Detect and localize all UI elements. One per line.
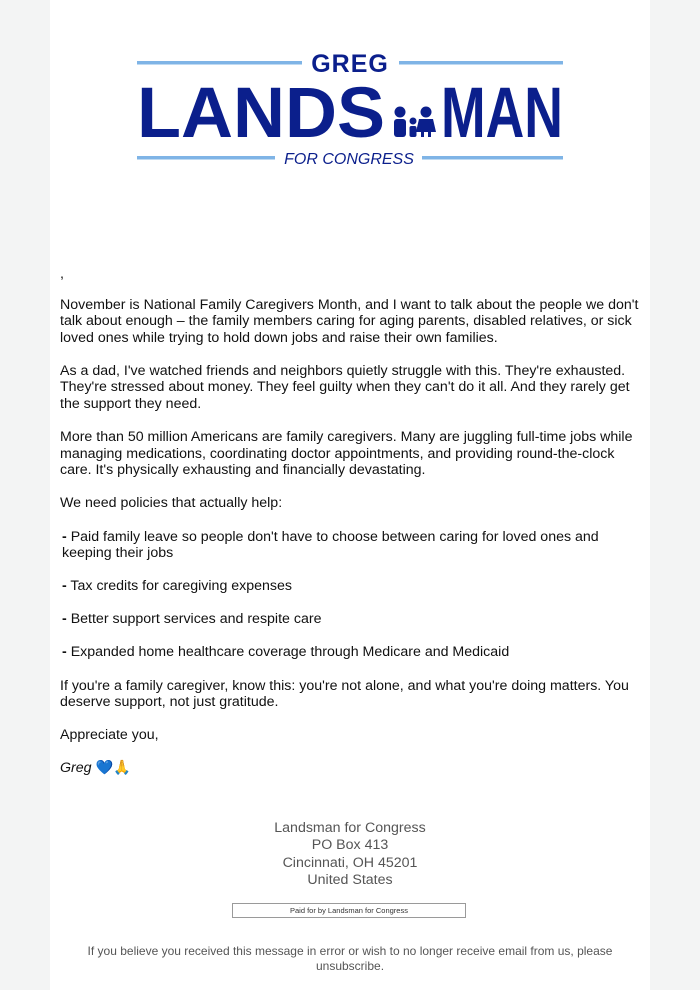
paragraph-policies: We need policies that actually help: <box>60 495 283 512</box>
logo-top-line-left <box>137 61 302 65</box>
footer-po-box: PO Box 413 <box>311 837 389 854</box>
bullet-marker: - <box>62 644 67 661</box>
list-item <box>60 611 640 628</box>
bullet-text: Tax credits for caregiving expenses <box>70 578 293 595</box>
signature-name: Greg <box>60 760 92 777</box>
praying-hands-icon: 🙏 <box>113 760 131 777</box>
footer-city: Cincinnati, OH 45201 <box>282 854 418 871</box>
logo-bottom-line-left <box>137 156 275 160</box>
list-item <box>60 529 640 562</box>
logo-tagline: FOR CONGRESS <box>284 151 414 168</box>
bullet-marker: - <box>62 611 67 628</box>
logo-last-name-part2: MAN <box>441 74 563 153</box>
family-icon <box>394 107 436 138</box>
greeting: , <box>60 266 64 282</box>
paragraph-dad: As a dad, I've watched friends and neighbors quietly struggle with this. They're exhausted. They're stressed about money. They feel guilty when they can't do it all. And they rarely get the support they need. <box>60 362 630 413</box>
signature <box>60 760 640 777</box>
email-body <box>50 0 650 990</box>
paid-for-disclaimer: Paid for by Landsman for Congress <box>232 903 466 918</box>
list-item <box>60 578 640 595</box>
blue-heart-icon: 💙 <box>95 760 114 777</box>
paragraph-closing: If you're a family caregiver, know this: you're not alone, and what you're doing matters. You deserve support, not just gratitude. <box>60 677 629 711</box>
unsubscribe-notice: If you believe you received this message in error or wish to no longer receive email from us, please unsubscribe. <box>87 944 613 973</box>
paragraph-intro: November is National Family Caregivers Month, and I want to talk about the people we don't talk about enough – the family members caring for aging parents, disabled relatives, or sick loved ones while trying to hold down jobs and raise their own families. <box>60 296 639 346</box>
bullet-text: Better support services and respite care <box>70 611 322 628</box>
logo-bottom-line-right <box>422 156 563 160</box>
footer-country: United States <box>307 872 393 889</box>
bullet-marker: - <box>62 578 67 595</box>
message-body <box>60 266 640 793</box>
logo-last-name-part1: LANDS <box>137 74 385 153</box>
logo-top-line-right <box>399 61 563 65</box>
signoff: Appreciate you, <box>60 727 159 744</box>
campaign-logo <box>137 50 563 170</box>
list-item <box>60 644 640 661</box>
bullet-text: Paid family leave so people don't have to choose between caring for loved ones and keeping their jobs <box>62 528 599 562</box>
unsubscribe-text: If you believe you received this message in error or wish to no longer receive email from us, please <box>87 944 613 958</box>
bullet-marker: - <box>62 528 67 545</box>
paragraph-stats: More than 50 million Americans are family caregivers. Many are juggling full-time jobs while managing medications, coordinating doctor appointments, and providing round-the-clock care. It's physically exhausting and financially devastating. <box>60 429 633 479</box>
unsubscribe-link[interactable]: unsubscribe <box>315 959 381 973</box>
bullet-text: Expanded home healthcare coverage through Medicare and Medicaid <box>70 644 510 661</box>
logo-first-name: GREG <box>311 50 389 78</box>
footer-address <box>50 820 650 890</box>
footer-org-name: Landsman for Congress <box>274 820 426 836</box>
